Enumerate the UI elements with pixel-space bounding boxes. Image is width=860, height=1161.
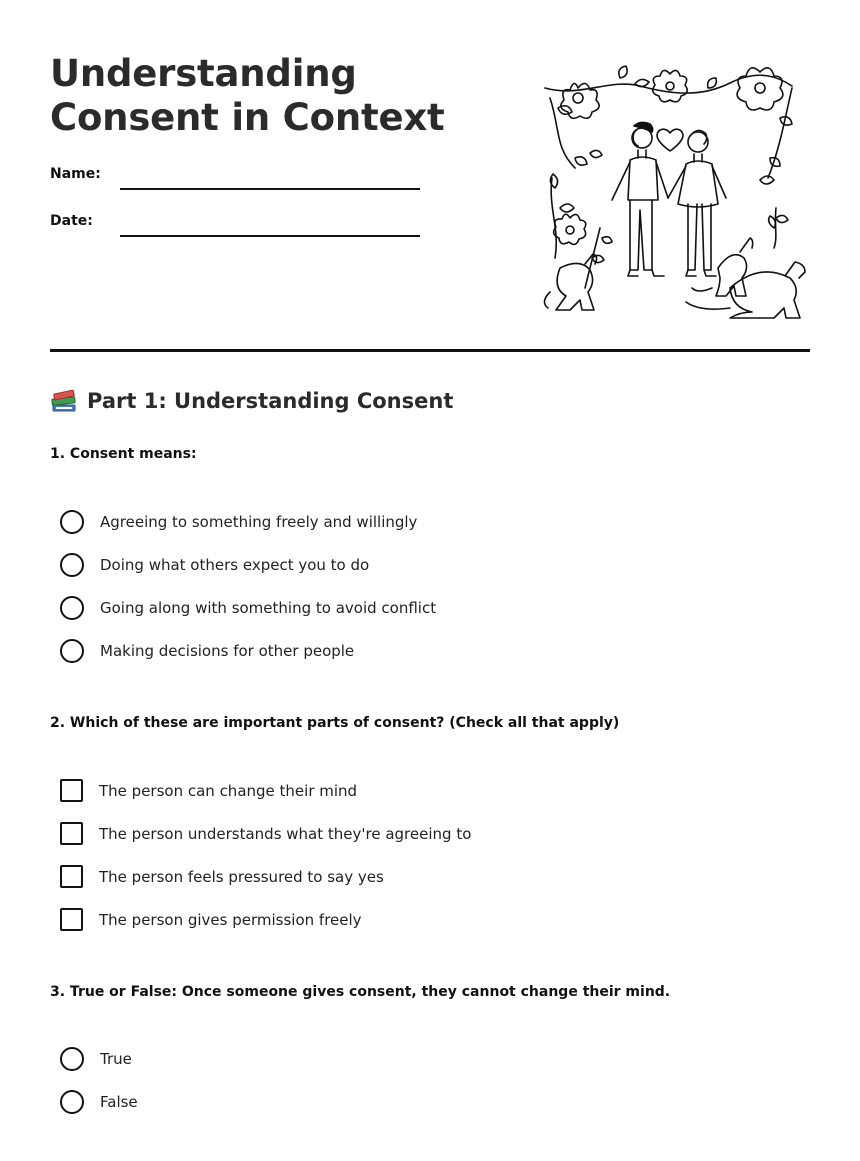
date-label: Date: (50, 213, 93, 229)
question-3-options (60, 1037, 138, 1123)
question-1-option[interactable] (60, 629, 436, 672)
option-label: Agreeing to something freely and willingly (100, 512, 418, 531)
question-3-option[interactable] (60, 1037, 138, 1080)
header-divider (50, 349, 810, 352)
radio-button[interactable] (60, 596, 84, 620)
option-label: True (100, 1049, 132, 1068)
option-label: False (100, 1092, 138, 1111)
radio-button[interactable] (60, 553, 84, 577)
kangaroo-icon (544, 238, 805, 318)
date-input-line[interactable] (120, 235, 420, 237)
books-icon (50, 388, 78, 414)
question-2-options (60, 769, 471, 941)
option-label: The person understands what they're agreeing to (99, 824, 472, 843)
radio-button[interactable] (60, 639, 84, 663)
question-2-option[interactable] (60, 898, 471, 941)
question-2-option[interactable] (60, 769, 471, 812)
question-2-option[interactable] (60, 812, 471, 855)
couple-illustration (530, 58, 810, 320)
checkbox[interactable] (60, 779, 83, 802)
checkbox[interactable] (60, 822, 83, 845)
question-3: 3. True or False: Once someone gives consent, they cannot change their mind. (50, 984, 671, 1000)
radio-button[interactable] (60, 1047, 84, 1071)
name-label: Name: (50, 166, 101, 182)
option-label: Doing what others expect you to do (100, 555, 370, 574)
worksheet-title: Understanding Consent in Context (50, 52, 445, 139)
part1-heading-text: Part 1: Understanding Consent (87, 389, 454, 413)
heart-icon (657, 129, 683, 151)
question-3-option[interactable] (60, 1080, 138, 1123)
question-2-option[interactable] (60, 855, 471, 898)
name-input-line[interactable] (120, 188, 420, 190)
couple-holding-hands-icon (612, 122, 726, 276)
part1-heading (50, 388, 453, 414)
question-2: 2. Which of these are important parts of consent? (Check all that apply) (50, 715, 620, 731)
option-label: Going along with something to avoid conflict (100, 598, 437, 617)
flower-vine-border-icon (545, 66, 792, 184)
option-label: The person can change their mind (99, 781, 358, 800)
option-label: The person gives permission freely (99, 910, 362, 929)
checkbox[interactable] (60, 865, 83, 888)
question-1-option[interactable] (60, 500, 436, 543)
checkbox[interactable] (60, 908, 83, 931)
question-1-option[interactable] (60, 586, 436, 629)
radio-button[interactable] (60, 1090, 84, 1114)
question-1-option[interactable] (60, 543, 436, 586)
question-1-options (60, 500, 436, 672)
option-label: The person feels pressured to say yes (99, 867, 384, 886)
option-label: Making decisions for other people (100, 641, 355, 660)
question-1: 1. Consent means: (50, 446, 197, 462)
radio-button[interactable] (60, 510, 84, 534)
